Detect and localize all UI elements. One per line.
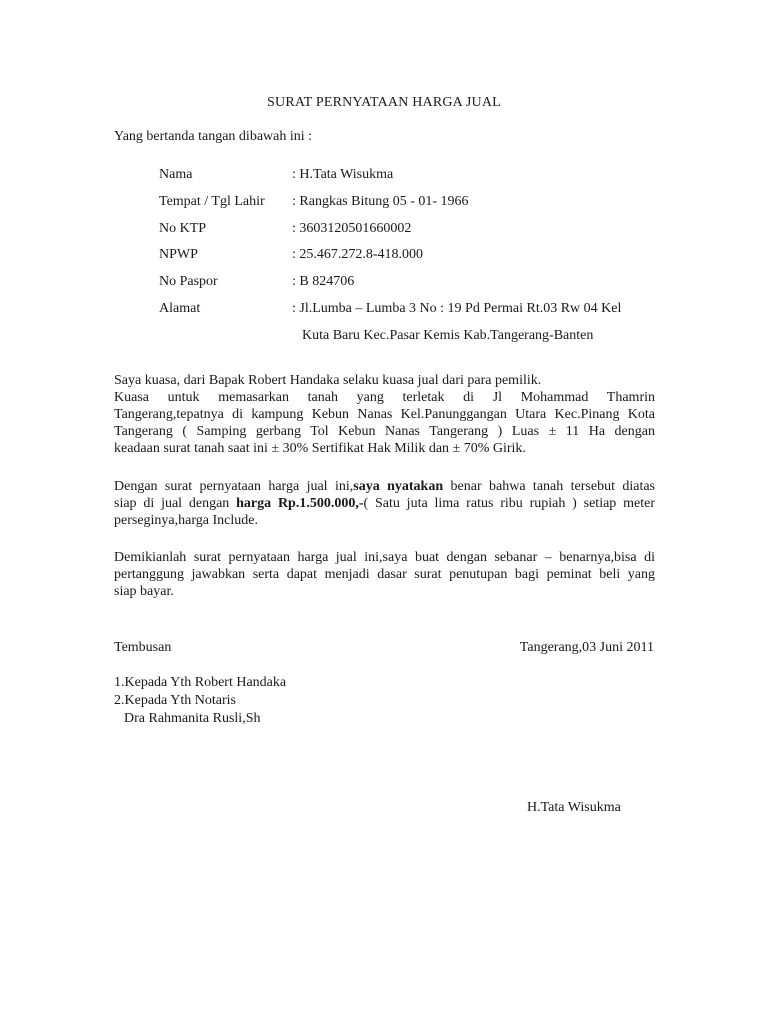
separator: : bbox=[292, 167, 296, 182]
separator: : bbox=[292, 221, 296, 236]
paspor-row-value bbox=[292, 273, 354, 291]
ttl-row-value bbox=[292, 193, 469, 211]
alamat-value-1: Jl.Lumba – Lumba 3 No : 19 Pd Permai Rt.03 Rw 04 Kel bbox=[299, 301, 622, 316]
alamat-label: Alamat bbox=[159, 301, 201, 316]
alamat-row-value bbox=[292, 300, 621, 318]
paragraph-line: siap bayar. bbox=[114, 584, 174, 599]
paspor-label: No Paspor bbox=[159, 274, 218, 289]
paragraph-line bbox=[114, 495, 655, 512]
paragraph-penutup bbox=[114, 549, 655, 600]
npwp-row-value bbox=[292, 246, 423, 264]
price-bold-text: harga Rp.1.500.000,- bbox=[236, 496, 364, 511]
paragraph-kuasa bbox=[114, 372, 655, 457]
paspor-value: B 824706 bbox=[299, 274, 355, 289]
separator: : bbox=[292, 301, 296, 316]
ktp-label: No KTP bbox=[159, 221, 207, 236]
paragraph-line: keadaan surat tanah saat ini ± 30% Sertifikat Hak Milik dan ± 70% Girik. bbox=[114, 441, 526, 456]
paragraph-line: Saya kuasa, dari Bapak Robert Handaka selaku kuasa jual dari para pemilik. bbox=[114, 373, 542, 388]
npwp-label: NPWP bbox=[159, 247, 198, 262]
nama-value: H.Tata Wisukma bbox=[299, 167, 394, 182]
text-run: ( Satu juta lima ratus ribu rupiah ) setiap meter bbox=[363, 496, 655, 511]
tembusan-label: Tembusan bbox=[114, 640, 172, 655]
document-title: SURAT PERNYATAAN HARGA JUAL bbox=[267, 95, 501, 110]
ktp-value: 3603120501660002 bbox=[299, 221, 412, 236]
text-run: siap di jual dengan bbox=[114, 496, 237, 511]
separator: : bbox=[292, 247, 296, 262]
greeting-line: Yang bertanda tangan dibawah ini : bbox=[114, 129, 313, 144]
separator: : bbox=[292, 194, 296, 209]
separator: : bbox=[292, 274, 296, 289]
paragraph-line: Tangerang,tepatnya di kampung Kebun Nanas Kel.Panunggangan Utara Kec.Pinang Kota bbox=[114, 407, 655, 422]
paragraph-line bbox=[114, 478, 655, 495]
paragraph-line: Demikianlah surat pernyataan harga jual ini,saya buat dengan sebanar – benarnya,bisa di bbox=[114, 550, 655, 565]
text-run: benar bahwa tanah tersebut diatas bbox=[443, 479, 656, 494]
cc-item-1: 1.Kepada Yth Robert Handaka bbox=[114, 675, 287, 690]
cc-item-2-name: Dra Rahmanita Rusli,Sh bbox=[124, 711, 261, 726]
ttl-value: Rangkas Bitung 05 - 01- 1966 bbox=[299, 194, 469, 209]
paragraph-line: pertanggung jawabkan serta dapat menjadi dasar surat penutupan bagi peminat beli yang bbox=[114, 567, 655, 582]
paragraph-line: Kuasa untuk memasarkan tanah yang terletak di Jl Mohammad Thamrin bbox=[114, 390, 655, 405]
place-date: Tangerang,03 Juni 2011 bbox=[519, 640, 654, 655]
signatory-name: H.Tata Wisukma bbox=[527, 800, 621, 815]
alamat-value-2: Kuta Baru Kec.Pasar Kemis Kab.Tangerang-Banten bbox=[302, 328, 594, 343]
nama-label: Nama bbox=[159, 167, 193, 182]
paragraph-line: perseginya,harga Include. bbox=[114, 513, 258, 528]
paragraph-pernyataan bbox=[114, 478, 655, 529]
cc-item-2: 2.Kepada Yth Notaris bbox=[114, 693, 236, 708]
text-run: Dengan surat pernyataan harga jual ini, bbox=[114, 479, 354, 494]
bold-text: saya nyatakan bbox=[353, 479, 444, 494]
paragraph-line: Tangerang ( Samping gerbang Tol Kebun Nanas Tangerang ) Luas ± 11 Ha dengan bbox=[114, 424, 655, 439]
npwp-value: 25.467.272.8-418.000 bbox=[299, 247, 424, 262]
ktp-row-value bbox=[292, 220, 411, 238]
nama-row-value bbox=[292, 166, 393, 184]
ttl-label: Tempat / Tgl Lahir bbox=[159, 194, 265, 209]
